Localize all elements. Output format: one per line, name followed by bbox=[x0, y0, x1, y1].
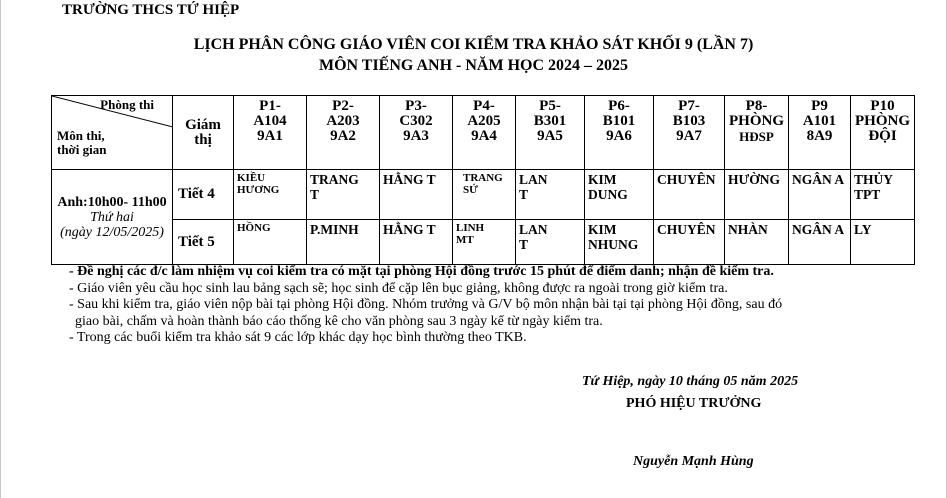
invigilator-cell bbox=[851, 220, 915, 265]
invigilator-name-line1: LY bbox=[854, 222, 872, 237]
period-label: Tiết 4 bbox=[173, 170, 234, 220]
invigilator-name-line1: KIỀU bbox=[237, 172, 266, 184]
place-date: Tứ Hiệp, ngày 10 tháng 05 năm 2025 bbox=[582, 374, 799, 389]
invigilator-name-line1: HẰNG T bbox=[383, 222, 436, 237]
room-location: B301 bbox=[533, 113, 567, 129]
room-location: PHÒNG bbox=[729, 113, 784, 129]
invigilator-header bbox=[173, 96, 234, 170]
note-attendance: - Đề nghị các đ/c làm nhiệm vụ coi kiểm tra có mặt tại phòng Hội đồng trước 15 phút để điểm danh; nhận đề kiểm tra. bbox=[69, 264, 774, 279]
invigilator-cell bbox=[585, 220, 654, 265]
room-header-p9 bbox=[789, 96, 851, 170]
room-header-p6 bbox=[585, 96, 654, 170]
room-header-p2 bbox=[307, 96, 380, 170]
room-location: A205 bbox=[467, 113, 501, 129]
invigilator-cell bbox=[380, 170, 453, 220]
invigilator-cell bbox=[725, 170, 789, 220]
invigilator-header-line1: Giám bbox=[185, 116, 221, 133]
invigilator-name-line1: LAN bbox=[519, 172, 548, 187]
invigilator-name-line1: P.MINH bbox=[310, 222, 359, 237]
period-label: Tiết 5 bbox=[173, 220, 234, 265]
room-class: 9A1 bbox=[257, 128, 283, 144]
invigilator-name-line1: HẰNG T bbox=[383, 172, 436, 187]
invigilator-name-line2: T bbox=[519, 187, 529, 202]
invigilator-name-line2: DUNG bbox=[588, 187, 628, 202]
corner-exam-label-line2: thời gian bbox=[57, 142, 107, 157]
corner-exam-label-line1: Môn thi, bbox=[57, 128, 105, 143]
invigilator-cell bbox=[307, 170, 380, 220]
schedule-table bbox=[51, 95, 915, 265]
room-code: P8- bbox=[745, 98, 768, 114]
invigilator-name-line1: TRANG bbox=[310, 172, 359, 187]
invigilator-cell bbox=[307, 220, 380, 265]
room-class: HĐSP bbox=[739, 129, 774, 144]
document-subtitle: MÔN TIẾNG ANH - NĂM HỌC 2024 – 2025 bbox=[318, 57, 629, 74]
invigilator-name-line1: NGÂN A bbox=[792, 172, 845, 187]
room-code: P10 bbox=[870, 98, 895, 114]
invigilator-name-line1: KIM bbox=[588, 172, 617, 187]
invigilator-name-line2: SỨ bbox=[463, 184, 478, 196]
invigilator-cell bbox=[851, 170, 915, 220]
note-classroom-rules: - Giáo viên yêu cầu học sinh lau bảng sạch sẽ; học sinh để cặp lên bục giảng, không được ra ngoài trong giờ kiểm tra. bbox=[69, 280, 728, 296]
invigilator-cell bbox=[516, 170, 585, 220]
corner-header-cell bbox=[52, 96, 173, 170]
invigilator-name-line1: THỦY bbox=[854, 172, 894, 187]
invigilator-header-line2: thị bbox=[194, 131, 212, 148]
room-code: P3- bbox=[405, 98, 427, 114]
invigilator-name-line1: HỒNG bbox=[237, 222, 271, 234]
room-header-p7 bbox=[654, 96, 725, 170]
room-header-p3 bbox=[380, 96, 453, 170]
room-class: 9A2 bbox=[330, 128, 356, 144]
note-submission-continued: giao bài, chấm và hoàn thành báo cáo thống kê cho văn phòng sau 3 ngày kể từ ngày kiểm tra. bbox=[75, 313, 603, 329]
invigilator-cell bbox=[789, 220, 851, 265]
room-class: 8A9 bbox=[806, 128, 833, 144]
table-row bbox=[52, 220, 915, 265]
room-code: P7- bbox=[678, 98, 700, 114]
invigilator-name-line2: T bbox=[310, 187, 320, 202]
room-location: C302 bbox=[399, 113, 433, 129]
exam-subject-time: Anh:10h00- 11h00 bbox=[57, 194, 167, 210]
invigilator-name-line1: TRANG bbox=[463, 172, 503, 184]
invigilator-name-line1: LINH bbox=[456, 222, 485, 234]
room-class: 9A6 bbox=[606, 128, 632, 144]
room-header-p4 bbox=[453, 96, 516, 170]
room-location: PHÒNG bbox=[855, 113, 910, 129]
table-header-row bbox=[52, 96, 915, 170]
room-location: B101 bbox=[602, 113, 636, 129]
invigilator-name-line2: MT bbox=[456, 234, 474, 246]
invigilator-cell bbox=[725, 220, 789, 265]
invigilator-cell bbox=[453, 220, 516, 265]
invigilator-name-line2: NHUNG bbox=[588, 237, 639, 252]
invigilator-cell bbox=[234, 220, 307, 265]
invigilator-name-line1: CHUYÊN bbox=[657, 222, 716, 237]
invigilator-cell bbox=[654, 170, 725, 220]
room-header-p8 bbox=[725, 96, 789, 170]
room-code: P2- bbox=[332, 98, 354, 114]
invigilator-name-line1: NGÂN A bbox=[792, 222, 845, 237]
room-class: 9A4 bbox=[471, 128, 497, 144]
room-location: A203 bbox=[326, 113, 360, 129]
room-code: P4- bbox=[473, 98, 495, 114]
room-class: 9A3 bbox=[403, 128, 429, 144]
school-name: TRƯỜNG THCS TỨ HIỆP bbox=[62, 2, 240, 18]
exam-weekday: Thứ hai bbox=[90, 209, 134, 225]
table-row bbox=[52, 170, 915, 220]
room-class: 9A7 bbox=[676, 128, 702, 144]
invigilator-cell bbox=[380, 220, 453, 265]
invigilator-cell bbox=[585, 170, 654, 220]
note-submission: - Sau khi kiểm tra, giáo viên nộp bài tại phòng Hội đồng. Nhóm trưởng và G/V bộ môn nhận bài tại tại phòng Hội đồng, sau đó bbox=[69, 297, 783, 312]
note-other-classes: - Trong các buổi kiểm tra khảo sát 9 các lớp khác dạy học bình thường theo TKB. bbox=[69, 330, 527, 345]
exam-time-cell bbox=[52, 170, 173, 265]
room-location: B103 bbox=[672, 113, 706, 129]
room-header-p1 bbox=[234, 96, 307, 170]
room-class: ĐỘI bbox=[868, 128, 897, 144]
room-header-p5 bbox=[516, 96, 585, 170]
room-class: 9A5 bbox=[537, 128, 563, 144]
signer-name: Nguyễn Mạnh Hùng bbox=[633, 454, 754, 469]
invigilator-name-line1: HƯỜNG bbox=[728, 172, 780, 187]
document-title: LỊCH PHÂN CÔNG GIÁO VIÊN COI KIỂM TRA KHẢO SÁT KHỐI 9 (LẦN 7) bbox=[193, 36, 754, 53]
exam-date: (ngày 12/05/2025) bbox=[60, 224, 164, 240]
invigilator-name-line2: TPT bbox=[854, 187, 881, 202]
invigilator-name-line1: KIM bbox=[588, 222, 617, 237]
invigilator-cell bbox=[453, 170, 516, 220]
invigilator-cell bbox=[234, 170, 307, 220]
invigilator-name-line2: T bbox=[519, 237, 529, 252]
signer-role: PHÓ HIỆU TRƯỞNG bbox=[626, 396, 762, 411]
invigilator-cell bbox=[654, 220, 725, 265]
invigilator-cell bbox=[516, 220, 585, 265]
room-code: P1- bbox=[259, 98, 281, 114]
room-location: A101 bbox=[802, 113, 837, 129]
corner-room-label: Phòng thi bbox=[100, 97, 154, 112]
corner-exam-label bbox=[57, 129, 106, 157]
invigilator-name-line1: LAN bbox=[519, 222, 548, 237]
room-code: P5- bbox=[539, 98, 561, 114]
invigilator-name-line1: CHUYÊN bbox=[657, 172, 716, 187]
invigilator-name-line1: NHÀN bbox=[728, 222, 768, 237]
notes-section bbox=[69, 264, 919, 347]
invigilator-cell bbox=[789, 170, 851, 220]
invigilator-name-line2: HƯƠNG bbox=[237, 184, 280, 196]
room-code: P9 bbox=[811, 98, 828, 114]
room-code: P6- bbox=[608, 98, 630, 114]
room-location: A104 bbox=[253, 113, 287, 129]
room-header-p10 bbox=[851, 96, 915, 170]
